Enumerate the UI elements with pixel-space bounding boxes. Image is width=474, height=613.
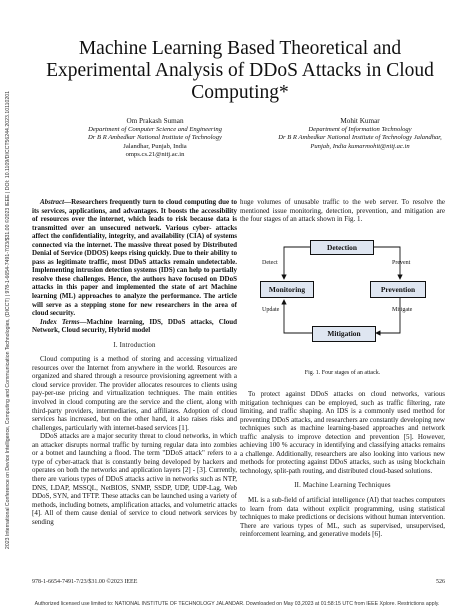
author-name: Om Prakash Suman bbox=[126, 117, 184, 125]
author-2 bbox=[250, 117, 470, 151]
paragraph: DDoS attacks are a major security threat to cloud networks, in which an attacker disrupts normal traffic by turning regular data into zombies or a botnet and launching a flood. The term "DDoS attack" refers to a type of cyber-attack that is constantly being developed by hackers and operates on both the networks and application layers [2] - [3]. Currently, there are various types of DDoS attacks active in networks such as NTP, DNS, LDAP, MSSQL, NetBIOS, SNMP, SSDP, UDP, UDP-Lag, Web DDoS, SYN, and TFTP. These attacks can be launched using a variety of methods, including botnets, amplification attacks, and volumetric attacks [4]. All of them cause denial of service to cloud network services by sending bbox=[32, 432, 237, 526]
author-city: Jalandhar, Punjab, India bbox=[123, 142, 187, 150]
label-mitigate: Mitigate bbox=[392, 307, 413, 313]
index-terms-label: Index Terms bbox=[40, 317, 80, 326]
arrow-mitigate bbox=[376, 298, 400, 333]
section-heading: I. Introduction bbox=[113, 341, 156, 349]
index-terms-text: —Machine learning, IDS, DDoS attacks, Cloud Network, Cloud security, Hybrid model bbox=[32, 317, 238, 335]
author-inst: Dr B R Ambedkar National Institute of Technology Jalandhar, bbox=[278, 134, 442, 142]
author-1 bbox=[55, 117, 255, 160]
abstract bbox=[32, 198, 237, 318]
paragraph: huge volumes of unusable traffic to the web server. To resolve the mentioned issue monitoring, detection, prevention, and mitigation are the four stages of an attack shown in Fig. 1. bbox=[240, 198, 445, 224]
right-column-top bbox=[240, 198, 445, 224]
author-city: Punjab, India kumarmohit@nitj.ac.in bbox=[310, 142, 410, 150]
index-terms bbox=[32, 318, 237, 335]
author-dept: Department of Information Technology bbox=[308, 125, 412, 133]
box-mitigation: Mitigation bbox=[312, 326, 376, 342]
arrow-update bbox=[284, 300, 312, 333]
sidebar-doi bbox=[2, 40, 14, 600]
author-dept: Department of Computer Science and Engineering bbox=[88, 125, 222, 133]
page-number: 526 bbox=[436, 579, 445, 585]
right-column-bottom bbox=[240, 390, 445, 539]
left-column bbox=[32, 198, 237, 526]
abstract-label: Abstract bbox=[40, 198, 65, 206]
label-detect: Detect bbox=[262, 260, 278, 266]
author-email: omps.cs.21@nitj.ac.in bbox=[125, 151, 185, 159]
label-prevent: Prevent bbox=[392, 260, 411, 266]
box-monitoring: Monitoring bbox=[260, 281, 314, 298]
paragraph: Cloud computing is a method of storing and accessing virtualized resources over the Internet from anywhere in the world. Resources are organized and shared through a resource provisioning agreement with a cloud service provider. The provider allocates resources to clients using pay-per-use pricing and virtualization techniques. The main entities involved in cloud computing are the service and the client, along with third-party providers, intermediaries, and affiliates. Adoption of cloud services has increased, but on the other hand, it also raises risks and challenges, particularly with internet-based services [1]. bbox=[32, 355, 237, 432]
paragraph: ML is a sub-field of artificial intelligence (AI) that teaches computers to learn from data without explicit programming, using statistical techniques to make predictions or decisions without human intervention. There are various types of ML, such as supervised, unsupervised, reinforcement learning, and generative models [6]. bbox=[240, 496, 445, 539]
box-detection: Detection bbox=[310, 240, 374, 255]
footer-copyright: 978-1-6654-7491-7/23/$31.00 ©2023 IEEE bbox=[32, 579, 138, 585]
label-update: Update bbox=[262, 307, 280, 313]
section-heading: II. Machine Learning Techniques bbox=[294, 482, 391, 490]
sidebar-text: 2023 International Conference on Device Intelligence, Computing and Communication Technologies, (DICCT) | 978-1-6654-7491-7/23/$31.00 ©2023 IEEE | DOI: 10.1109/DICCT56244.2023.10110201 bbox=[5, 90, 11, 550]
box-prevention: Prevention bbox=[370, 281, 426, 298]
author-name: Mohit Kumar bbox=[340, 117, 380, 125]
paper-title: Machine Learning Based Theoretical and Experimental Analysis of DDoS Attacks in Cloud Computing* bbox=[46, 38, 434, 103]
author-inst: Dr B R Ambedkar National Institute of Technology bbox=[88, 134, 222, 142]
figure-caption: Fig. 1. Four stages of an attack. bbox=[304, 370, 381, 376]
abstract-text: —Researchers frequently turn to cloud computing due to its services, applications, and advantages. It boosts the accessibility of resources over the internet, which leads to risk because data is transmitted over an unsecured network. Various cyber- attacks affect the confidentiality, integrity, and availability (CIA) of systems connected via the internet. The massive threat posed by Distributed Denial of Service (DDOS) keeps rising quickly. Due to their ability to pass as legitimate traffic, most DDoS attacks remain undetectable. Implementing intrusion detection systems (IDS) can help to partially resolve these challenges. Hence, the authors have focused on DDoS attacks in this paper and implemented the state of art Machine learning (ML) approaches to analyze the performance. The article will serve as a stepping stone for new researchers in the area of cloud security. bbox=[32, 198, 237, 318]
figure-attack-stages bbox=[258, 238, 426, 356]
download-notice: Authorized licensed use limited to: NATIONAL INSTITUTE OF TECHNOLOGY JALANDAR. Downloaded on May 03,2023 at 01:58:15 UTC from IEEE Xplore. Restrictions apply. bbox=[34, 601, 440, 607]
paragraph: To protect against DDoS attacks on cloud networks, various mitigation techniques can be employed, such as traffic filtering, rate limiting, and traffic shaping. An IDS is a commonly used method for preventing DDoS attacks, and researchers are constantly developing new techniques such as machine learning-based approaches and network traffic analysis to improve detection and prevention [5]. However, achieving 100 % accuracy in identifying and classifying attacks remains a challenge. Additionally, researchers are also looking into various new methods for protecting against DDoS attacks, such as using blockchain technology, split-path routing, and distributed cloud-based solutions. bbox=[240, 390, 445, 475]
arrow-detect bbox=[284, 247, 310, 279]
